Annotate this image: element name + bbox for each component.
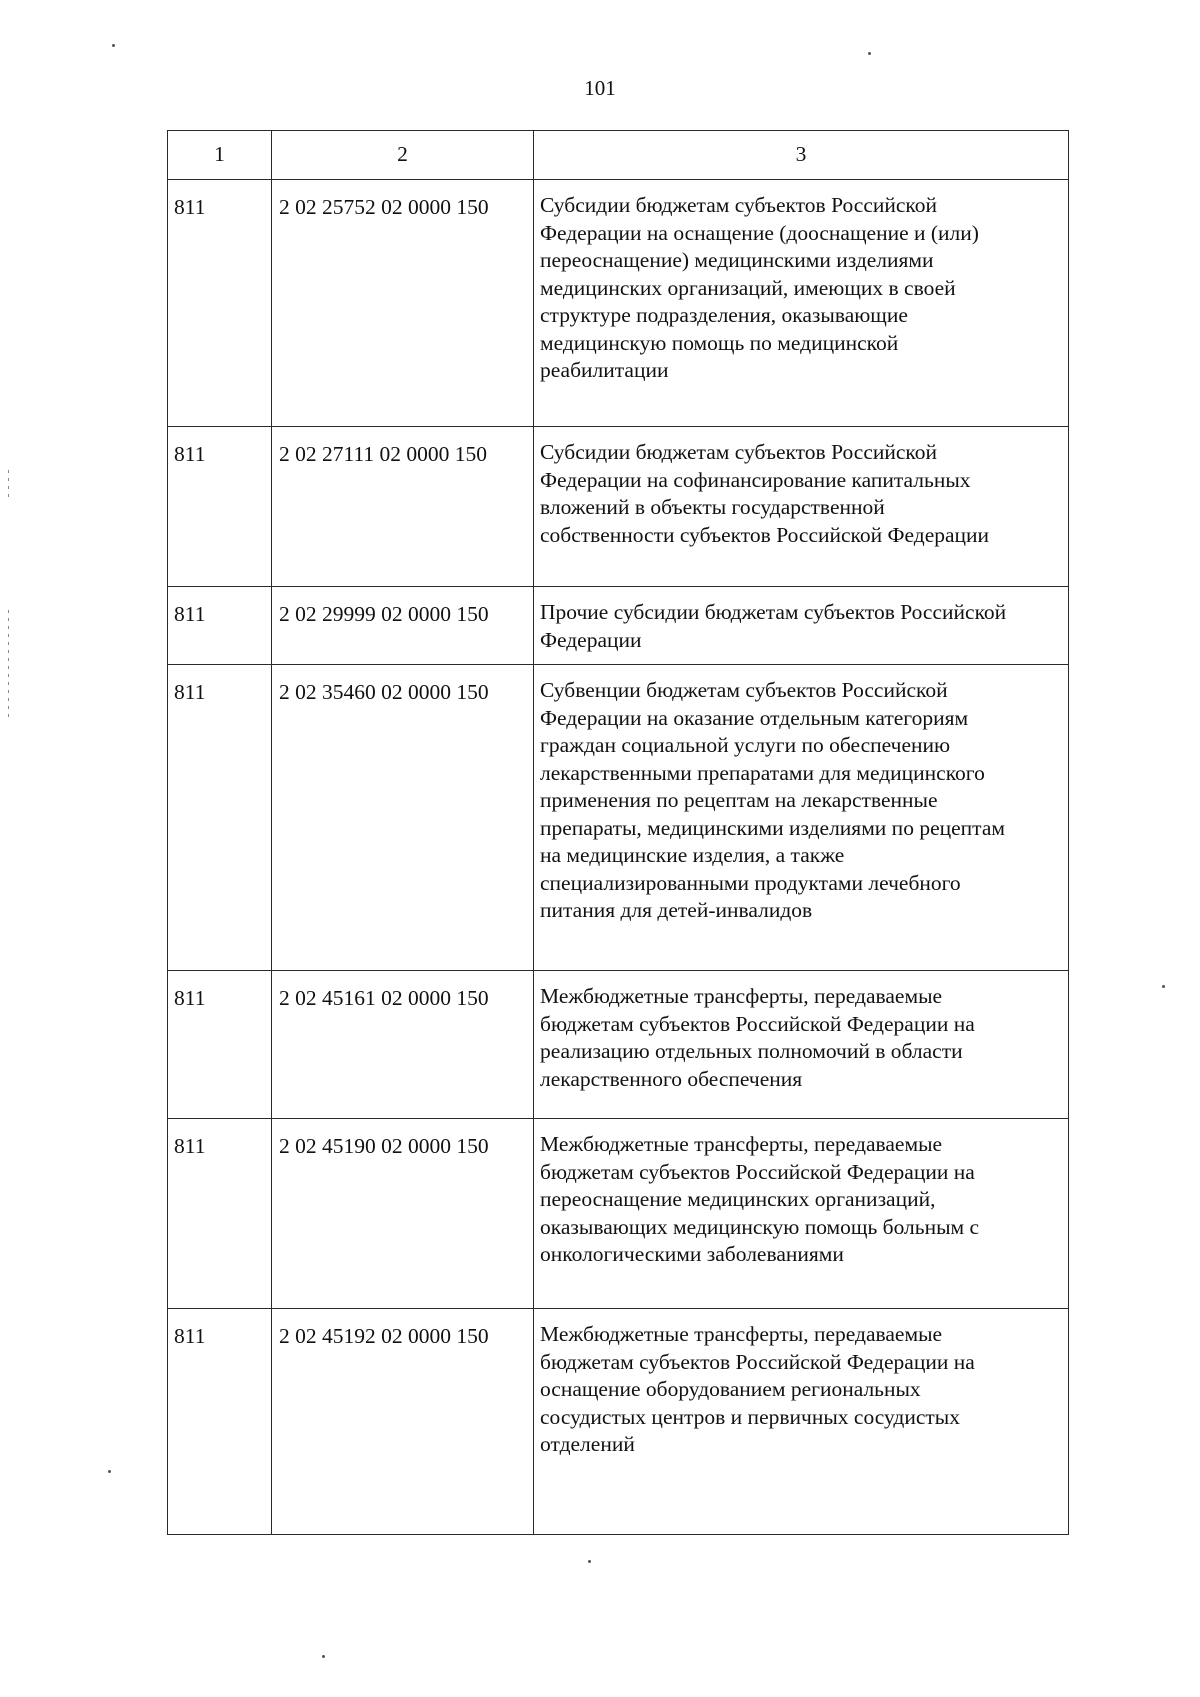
scan-speck	[588, 1560, 591, 1563]
description-line: переоснащение медицинских организаций,	[540, 1187, 936, 1211]
budget-classification-table	[167, 130, 1069, 1535]
description-cell	[534, 587, 1069, 665]
description-cell	[534, 665, 1069, 971]
scan-speck	[108, 1470, 111, 1473]
table-row	[168, 971, 1069, 1119]
scan-binding-mark	[8, 470, 9, 500]
table-row	[168, 427, 1069, 587]
kbk-code-cell: 2 02 25752 02 0000 150	[272, 180, 534, 427]
kbk-code-cell: 2 02 29999 02 0000 150	[272, 587, 534, 665]
description-line: структуре подразделения, оказывающие	[540, 303, 908, 327]
table-header-row	[168, 131, 1069, 180]
description-line: Субсидии бюджетам субъектов Российской	[540, 193, 938, 217]
kbk-code-cell: 2 02 27111 02 0000 150	[272, 427, 534, 587]
scan-speck	[1162, 985, 1165, 988]
description-line: препараты, медицинскими изделиями по рецептам	[540, 815, 1005, 840]
description-line: Межбюджетные трансферты, передаваемые	[540, 1322, 943, 1346]
table-row	[168, 1119, 1069, 1309]
admin-code-cell: 811	[168, 665, 272, 971]
description-cell	[534, 971, 1069, 1119]
column-header-1: 1	[168, 131, 272, 180]
column-header-3: 3	[534, 131, 1069, 180]
description-line: Межбюджетные трансферты, передаваемые	[540, 1132, 943, 1156]
scan-speck	[868, 52, 871, 55]
kbk-code-cell: 2 02 45192 02 0000 150	[272, 1309, 534, 1535]
description-line: Субсидии бюджетам субъектов Российской	[540, 440, 938, 464]
description-cell	[534, 1309, 1069, 1535]
description-line: Федерации на оказание отдельным категориям	[540, 705, 969, 730]
description-line: медицинских организаций, имеющих в своей	[540, 275, 956, 300]
description-line: лекарственными препаратами для медицинского	[540, 760, 985, 785]
table-row	[168, 665, 1069, 971]
description-line: лекарственного обеспечения	[540, 1066, 803, 1091]
table-row	[168, 587, 1069, 665]
admin-code-cell: 811	[168, 1119, 272, 1309]
description-line: оснащение оборудованием региональных	[540, 1377, 921, 1401]
description-line: Прочие субсидии бюджетам субъектов Российской	[540, 600, 1007, 624]
description-line: применения по рецептам на лекарственные	[540, 788, 938, 812]
admin-code-cell: 811	[168, 180, 272, 427]
admin-code-cell: 811	[168, 1309, 272, 1535]
description-line: собственности субъектов Российской Федерации	[540, 522, 990, 547]
description-line: Межбюджетные трансферты, передаваемые	[540, 984, 943, 1008]
description-line: питания для детей-инвалидов	[540, 898, 813, 922]
description-line: реабилитации	[540, 358, 669, 382]
description-line: бюджетам субъектов Российской Федерации на	[540, 1011, 975, 1036]
description-line: вложений в объекты государственной	[540, 495, 885, 519]
description-line: медицинскую помощь по медицинской	[540, 330, 899, 355]
description-line: Федерации на софинансирование капитальных	[540, 467, 971, 492]
description-line: Федерации на оснащение (дооснащение и (или)	[540, 220, 979, 245]
table-row	[168, 1309, 1069, 1535]
column-header-2: 2	[272, 131, 534, 180]
description-line: бюджетам субъектов Российской Федерации на	[540, 1159, 975, 1184]
description-line: на медицинские изделия, а также	[540, 843, 845, 867]
admin-code-cell: 811	[168, 587, 272, 665]
description-cell	[534, 1119, 1069, 1309]
kbk-code-cell: 2 02 45161 02 0000 150	[272, 971, 534, 1119]
kbk-code-cell: 2 02 35460 02 0000 150	[272, 665, 534, 971]
admin-code-cell: 811	[168, 427, 272, 587]
description-line: Субвенции бюджетам субъектов Российской	[540, 678, 948, 702]
description-line: онкологическими заболеваниями	[540, 1242, 844, 1266]
description-line: граждан социальной услуги по обеспечению	[540, 733, 951, 757]
description-line: специализированными продуктами лечебного	[540, 870, 961, 895]
admin-code-cell: 811	[168, 971, 272, 1119]
description-line: отделений	[540, 1432, 635, 1456]
scan-speck	[322, 1655, 325, 1658]
description-line: оказывающих медицинскую помощь больным с	[540, 1214, 980, 1239]
description-cell	[534, 180, 1069, 427]
scan-binding-mark	[8, 610, 9, 720]
scan-speck	[112, 44, 115, 47]
table-row	[168, 180, 1069, 427]
description-line: бюджетам субъектов Российской Федерации на	[540, 1349, 975, 1374]
description-line: Федерации	[540, 627, 642, 652]
description-line: реализацию отдельных полномочий в области	[540, 1039, 963, 1063]
description-line: сосудистых центров и первичных сосудистых	[540, 1404, 960, 1429]
page-number: 101	[584, 76, 616, 100]
kbk-code-cell: 2 02 45190 02 0000 150	[272, 1119, 534, 1309]
description-line: переоснащение) медицинскими изделиями	[540, 248, 934, 272]
description-cell	[534, 427, 1069, 587]
